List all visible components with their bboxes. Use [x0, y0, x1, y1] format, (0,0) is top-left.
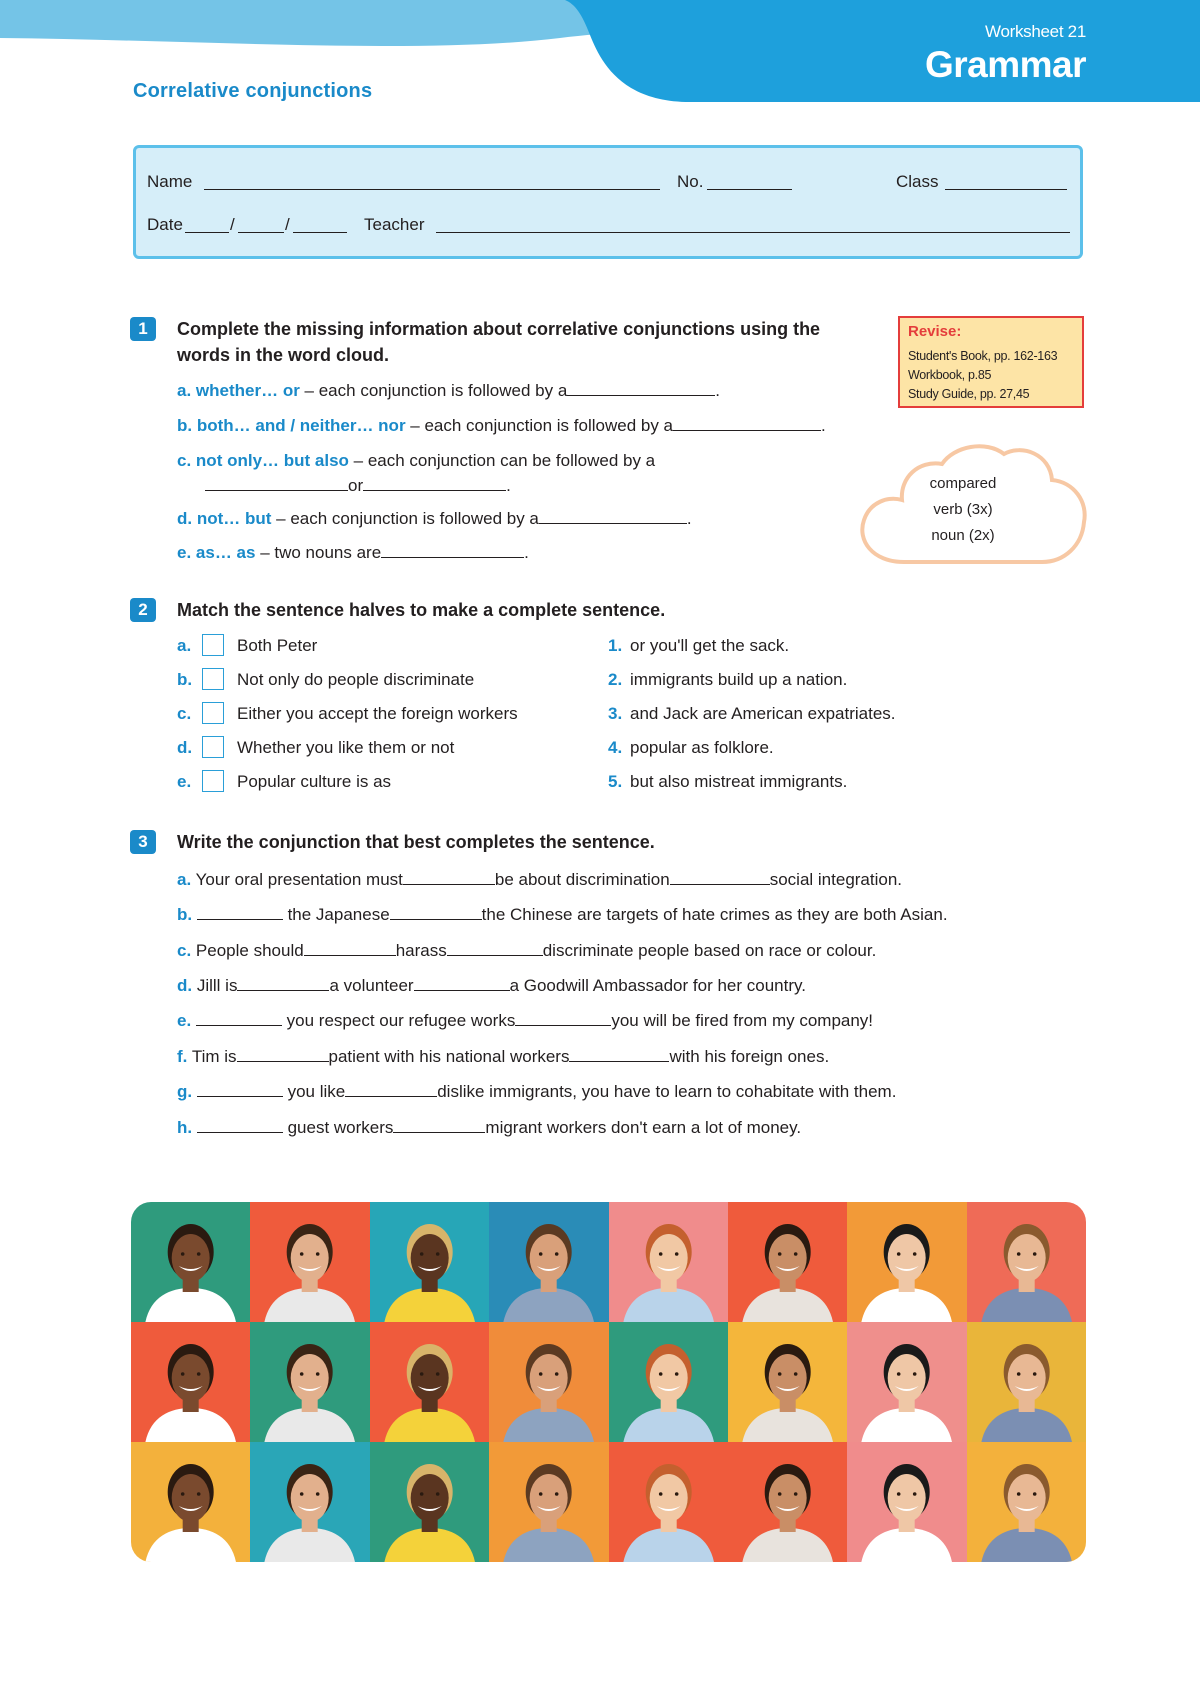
answer-blank[interactable]: [569, 1045, 669, 1062]
sentence-half: Popular culture is as: [237, 772, 392, 791]
exercise3-item-d: d. Jilll is a volunteer a Goodwill Ambassador for her country.: [177, 976, 806, 995]
answer-blank[interactable]: [304, 939, 396, 956]
answer-blank[interactable]: [403, 868, 495, 885]
date-separator: /: [230, 215, 235, 234]
portrait-photo: [250, 1202, 369, 1322]
answer-blank[interactable]: [345, 1080, 437, 1097]
answer-blank[interactable]: [670, 868, 770, 885]
answer-checkbox[interactable]: [202, 770, 224, 792]
cloud-word: verb (3x): [933, 501, 993, 518]
answer-blank[interactable]: [567, 379, 715, 396]
exercise1-item-e: e. as… as – two nouns are .: [177, 543, 529, 562]
exercise3-item-c: c. People should harass discriminate people based on race or colour.: [177, 941, 877, 960]
exercise1-item-b: b. both… and / neither… nor – each conjunction is followed by a .: [177, 416, 826, 435]
portrait-photo: [131, 1442, 250, 1562]
exercise2-instruction: Match the sentence halves to make a complete sentence.: [177, 600, 666, 620]
exercise3-item-a: a. Your oral presentation must be about discrimination social integration.: [177, 870, 903, 889]
answer-blank[interactable]: [381, 541, 524, 558]
answer-checkbox[interactable]: [202, 668, 224, 690]
date-month-field[interactable]: [238, 232, 284, 233]
exercise1-item-c: c. not only… but also – each conjunction can be followed by a: [177, 451, 656, 470]
exercise-number-badge: 3: [130, 830, 156, 854]
item-number: 5.: [608, 772, 623, 791]
sentence-half: popular as folklore.: [630, 738, 774, 757]
name-label: Name: [147, 172, 193, 191]
item-number: 4.: [608, 738, 623, 757]
class-label: Class: [896, 172, 939, 191]
portrait-photo: [131, 1202, 250, 1322]
sentence-half: immigrants build up a nation.: [630, 670, 848, 689]
item-letter: b.: [177, 670, 193, 689]
no-label: No.: [677, 172, 704, 191]
portrait-photo: [489, 1202, 608, 1322]
portrait-photo: [847, 1442, 966, 1562]
answer-checkbox[interactable]: [202, 634, 224, 656]
sentence-half: or you'll get the sack.: [630, 636, 790, 655]
portrait-photo: [967, 1322, 1086, 1442]
item-number: 2.: [608, 670, 623, 689]
exercise1-item-a: a. whether… or – each conjunction is followed by a .: [177, 381, 721, 400]
portrait-photo: [847, 1202, 966, 1322]
item-letter: a.: [177, 636, 192, 655]
portrait-photo: [967, 1442, 1086, 1562]
cloud-word: noun (2x): [931, 527, 995, 544]
portrait-photo: [489, 1322, 608, 1442]
answer-checkbox[interactable]: [202, 736, 224, 758]
cloud-word: compared: [929, 475, 997, 492]
portrait-photo-grid: [131, 1202, 1086, 1562]
answer-blank[interactable]: [196, 1009, 282, 1026]
exercise3-item-f: f. Tim is patient with his national workers with his foreign ones.: [177, 1047, 830, 1066]
portrait-photo: [609, 1202, 728, 1322]
worksheet-number: Worksheet 21: [985, 22, 1086, 41]
answer-blank[interactable]: [363, 474, 506, 491]
sentence-half: and Jack are American expatriates.: [630, 704, 896, 723]
subject-title: Grammar: [924, 44, 1086, 85]
answer-checkbox[interactable]: [202, 702, 224, 724]
answer-blank[interactable]: [393, 1116, 485, 1133]
exercise1-item-c-continued: or .: [205, 474, 511, 497]
answer-blank[interactable]: [390, 903, 482, 920]
item-number: 1.: [608, 636, 623, 655]
number-field[interactable]: [707, 189, 792, 190]
answer-blank[interactable]: [447, 939, 543, 956]
exercise1-instruction: Complete the missing information about correlative conjunctions using the: [177, 319, 821, 339]
portrait-photo: [609, 1322, 728, 1442]
portrait-photo: [250, 1322, 369, 1442]
date-day-field[interactable]: [185, 232, 229, 233]
sentence-half: Not only do people discriminate: [237, 670, 475, 689]
sentence-half: Both Peter: [237, 636, 318, 655]
teacher-label: Teacher: [364, 215, 425, 234]
date-separator: /: [285, 215, 290, 234]
class-field[interactable]: [945, 189, 1067, 190]
exercise-number-badge: 2: [130, 598, 156, 622]
exercise1-item-d: d. not… but – each conjunction is followed by a .: [177, 509, 692, 528]
sentence-half: but also mistreat immigrants.: [630, 772, 848, 791]
exercise3-item-h: h. guest workers migrant workers don't earn a lot of money.: [177, 1118, 802, 1137]
item-number: 3.: [608, 704, 623, 723]
exercise1-instruction: words in the word cloud.: [177, 345, 390, 365]
portrait-photo: [489, 1442, 608, 1562]
answer-blank[interactable]: [237, 974, 329, 991]
answer-blank[interactable]: [414, 974, 510, 991]
exercise3-instruction: Write the conjunction that best completes the sentence.: [177, 832, 655, 852]
item-letter: d.: [177, 738, 193, 757]
portrait-photo: [728, 1442, 847, 1562]
date-label: Date: [147, 215, 183, 234]
answer-blank[interactable]: [205, 474, 348, 491]
portrait-photo: [609, 1442, 728, 1562]
exercise-number-badge: 1: [130, 317, 156, 341]
teacher-field[interactable]: [436, 232, 1070, 233]
answer-blank[interactable]: [237, 1045, 329, 1062]
revise-title: Revise:: [908, 323, 962, 340]
portrait-photo: [370, 1442, 489, 1562]
sentence-half: Whether you like them or not: [237, 738, 455, 757]
item-letter: c.: [177, 704, 192, 723]
answer-blank[interactable]: [197, 1080, 283, 1097]
portrait-photo: [250, 1442, 369, 1562]
answer-blank[interactable]: [197, 1116, 283, 1133]
portrait-photo: [728, 1202, 847, 1322]
topic-title: Correlative conjunctions: [133, 80, 373, 102]
portrait-photo: [728, 1322, 847, 1442]
revise-box: [898, 316, 1084, 408]
item-letter: e.: [177, 772, 192, 791]
revise-line: Student's Book, pp. 162-163: [908, 349, 1058, 363]
portrait-photo: [967, 1202, 1086, 1322]
portrait-photo: [370, 1322, 489, 1442]
portrait-photo: [131, 1322, 250, 1442]
answer-blank[interactable]: [673, 414, 821, 431]
date-year-field[interactable]: [293, 232, 347, 233]
answer-blank[interactable]: [197, 903, 283, 920]
student-info-box: [133, 145, 1083, 259]
exercise3-item-g: g. you like dislike immigrants, you have to learn to cohabitate with them.: [177, 1082, 897, 1101]
answer-blank[interactable]: [539, 507, 687, 524]
exercise3-item-b: b. the Japanese the Chinese are targets of hate crimes as they are both Asian.: [177, 905, 948, 924]
sentence-half: Either you accept the foreign workers: [237, 704, 518, 723]
portrait-photo: [847, 1322, 966, 1442]
answer-blank[interactable]: [515, 1009, 611, 1026]
name-field[interactable]: [204, 189, 660, 190]
revise-line: Workbook, p.85: [908, 368, 992, 382]
revise-line: Study Guide, pp. 27,45: [908, 387, 1030, 401]
portrait-photo: [370, 1202, 489, 1322]
exercise3-item-e: e. you respect our refugee works you will be fired from my company!: [177, 1011, 874, 1030]
